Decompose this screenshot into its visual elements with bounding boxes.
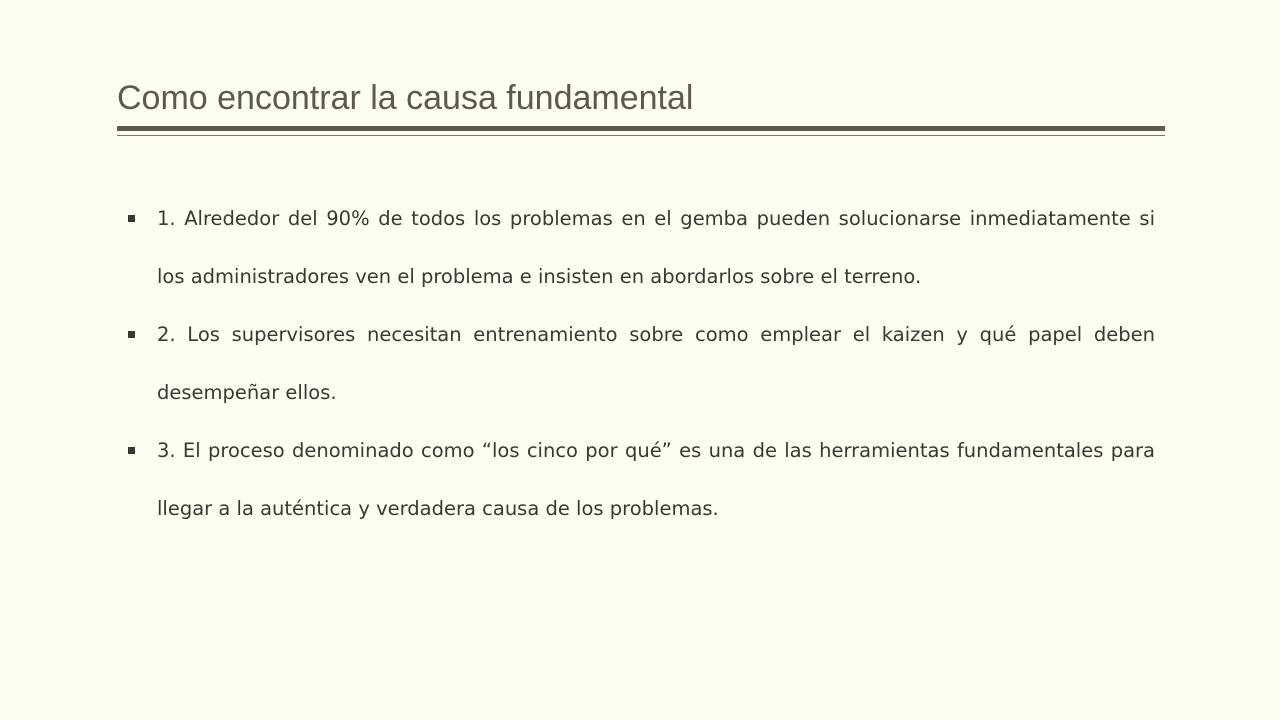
title-underline-thick <box>117 126 1165 131</box>
bullet-item-1 <box>157 190 1155 306</box>
bullet-item-2 <box>157 306 1155 422</box>
bullet-text: 2. Los supervisores necesitan entrenamiento sobre como emplear el kaizen y qué papel deben desempeñar ellos. <box>157 323 1155 404</box>
square-bullet-icon <box>128 215 135 222</box>
bullet-text: 3. El proceso denominado como “los cinco por qué” es una de las herramientas fundamentales para llegar a la auténtica y verdadera causa de los problemas. <box>157 439 1155 520</box>
bullet-list <box>157 190 1155 538</box>
bullet-text: 1. Alrededor del 90% de todos los problemas en el gemba pueden solucionarse inmediatamente si los administradores ven el problema e insisten en abordarlos sobre el terreno. <box>157 207 1155 288</box>
title-underline-thin <box>117 135 1165 136</box>
slide-title: Como encontrar la causa fundamental <box>117 79 694 117</box>
square-bullet-icon <box>128 447 135 454</box>
square-bullet-icon <box>128 331 135 338</box>
bullet-item-3 <box>157 422 1155 538</box>
